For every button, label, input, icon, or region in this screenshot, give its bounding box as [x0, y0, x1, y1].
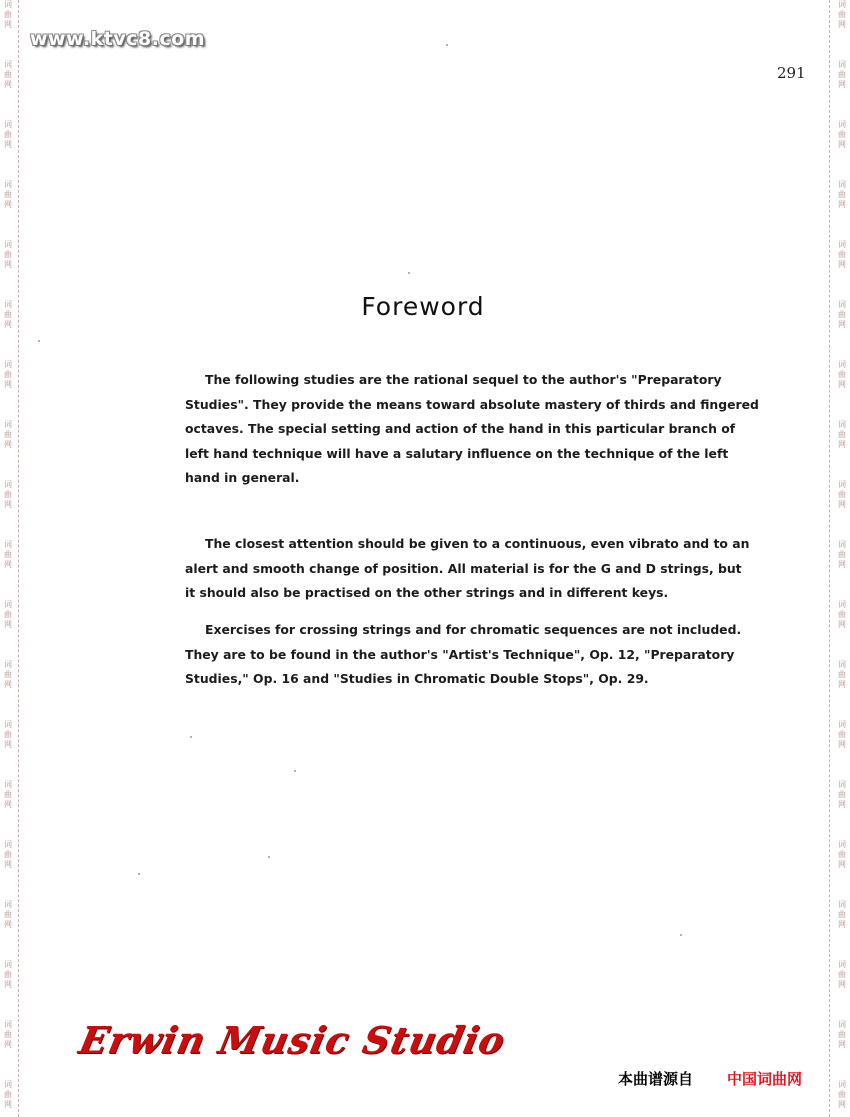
edge-watermark-glyph: 词 [838, 900, 846, 909]
edge-watermark-glyph: 曲 [838, 850, 846, 859]
edge-watermark-glyph: 曲 [838, 10, 846, 19]
edge-watermark-group [838, 480, 846, 540]
edge-watermark-glyph: 网 [4, 260, 12, 269]
edge-watermark-glyph: 曲 [4, 130, 12, 139]
edge-watermark-glyph: 曲 [4, 910, 12, 919]
edge-watermark-glyph: 词 [838, 120, 846, 129]
paragraph-line: it should also be practised on the other strings and in different keys. [185, 585, 669, 600]
edge-watermark-glyph: 网 [4, 140, 12, 149]
edge-watermark-group [838, 360, 846, 420]
edge-watermark-group [4, 1080, 12, 1117]
site-watermark-url: www.ktvc8.com [30, 28, 206, 50]
edge-watermark-glyph: 词 [838, 60, 846, 69]
left-border-rule [18, 0, 19, 1117]
edge-watermark-glyph: 网 [838, 560, 846, 569]
edge-watermark-group [838, 600, 846, 660]
edge-watermark-glyph: 网 [4, 500, 12, 509]
edge-watermark-glyph: 词 [838, 1080, 846, 1089]
edge-watermark-group [4, 240, 12, 300]
edge-watermark-group [4, 360, 12, 420]
edge-watermark-group [4, 960, 12, 1020]
edge-watermark-glyph: 词 [838, 960, 846, 969]
edge-watermark-glyph: 网 [4, 380, 12, 389]
paragraph-line: The following studies are the rational sequel to the author's "Preparatory [205, 372, 722, 387]
edge-watermark-glyph: 词 [4, 600, 12, 609]
edge-watermark-glyph: 词 [4, 60, 12, 69]
paragraph-line: alert and smooth change of position. All material is for the G and D strings, but [185, 560, 742, 576]
edge-watermark-group [4, 420, 12, 480]
edge-watermark-glyph: 词 [4, 780, 12, 789]
edge-watermark-glyph: 曲 [838, 370, 846, 379]
edge-watermark-glyph: 词 [4, 1080, 12, 1089]
edge-watermark-glyph: 曲 [838, 430, 846, 439]
edge-watermark-group [838, 840, 846, 900]
edge-watermark-glyph: 曲 [838, 790, 846, 799]
edge-watermark-group [4, 1020, 12, 1080]
edge-watermark-group [4, 780, 12, 840]
edge-watermark-glyph: 网 [4, 320, 12, 329]
edge-watermark-glyph: 词 [838, 780, 846, 789]
scan-speck [294, 770, 296, 772]
edge-watermark-glyph: 网 [838, 920, 846, 929]
edge-watermark-glyph: 词 [4, 540, 12, 549]
scan-speck [138, 873, 140, 875]
edge-watermark-glyph: 词 [838, 0, 846, 9]
edge-watermark-glyph: 词 [4, 960, 12, 969]
edge-watermark-group [838, 0, 846, 60]
edge-watermark-glyph: 网 [838, 800, 846, 809]
edge-watermark-group [838, 420, 846, 480]
edge-watermark-glyph: 曲 [4, 670, 12, 679]
edge-watermark-glyph: 词 [838, 720, 846, 729]
paragraph-line: hand in general. [185, 470, 300, 485]
edge-watermark-glyph: 词 [4, 240, 12, 249]
edge-watermark-glyph: 网 [838, 380, 846, 389]
scan-speck [190, 736, 192, 738]
edge-watermark-glyph: 词 [838, 240, 846, 249]
edge-watermark-glyph: 曲 [838, 1030, 846, 1039]
edge-watermark-glyph: 曲 [838, 610, 846, 619]
edge-watermark-glyph: 词 [838, 360, 846, 369]
edge-watermark-glyph: 曲 [4, 1030, 12, 1039]
edge-watermark-glyph: 词 [4, 900, 12, 909]
edge-watermark-glyph: 网 [838, 260, 846, 269]
edge-watermark-glyph: 曲 [838, 190, 846, 199]
scan-speck [38, 340, 40, 342]
edge-watermark-glyph: 网 [838, 80, 846, 89]
edge-watermark-glyph: 词 [4, 180, 12, 189]
edge-watermark-glyph: 网 [4, 80, 12, 89]
edge-watermark-glyph: 曲 [838, 1090, 846, 1099]
edge-watermark-glyph: 曲 [4, 970, 12, 979]
paragraph-line: left hand technique will have a salutary influence on the technique of the left [185, 445, 729, 461]
edge-watermark-glyph: 网 [838, 1040, 846, 1049]
edge-watermark-glyph: 词 [4, 1020, 12, 1029]
paragraph-line: octaves. The special setting and action of the hand in this particular branch of [185, 421, 736, 436]
paragraph-line: The closest attention should be given to a continuous, even vibrato and to an [205, 536, 750, 551]
edge-watermark-group [4, 60, 12, 120]
edge-watermark-glyph: 曲 [4, 70, 12, 79]
edge-watermark-glyph: 曲 [4, 430, 12, 439]
edge-watermark-glyph: 网 [4, 980, 12, 989]
edge-watermark-group [838, 60, 846, 120]
edge-watermark-glyph: 词 [4, 0, 12, 9]
edge-watermark-glyph: 词 [4, 420, 12, 429]
source-note: 本曲谱源自 [618, 1070, 694, 1088]
edge-watermark-group [838, 720, 846, 780]
edge-watermark-group [838, 660, 846, 720]
edge-watermark-glyph: 词 [838, 180, 846, 189]
edge-watermark-glyph: 网 [4, 560, 12, 569]
edge-watermark-glyph: 网 [4, 20, 12, 29]
edge-watermark-glyph: 词 [838, 600, 846, 609]
paragraph-line: Studies," Op. 16 and "Studies in Chromatic Double Stops", Op. 29. [185, 671, 649, 686]
edge-watermark-glyph: 词 [4, 660, 12, 669]
edge-watermark-glyph: 网 [4, 860, 12, 869]
edge-watermark-glyph: 网 [4, 920, 12, 929]
edge-watermark-glyph: 曲 [4, 850, 12, 859]
edge-watermark-glyph: 曲 [4, 550, 12, 559]
edge-watermark-glyph: 曲 [4, 790, 12, 799]
edge-watermark-glyph: 网 [4, 1100, 12, 1109]
edge-watermark-group [4, 720, 12, 780]
paragraph-line: Studies". They provide the means toward absolute mastery of thirds and fingered [185, 396, 759, 412]
edge-watermark-glyph: 网 [4, 620, 12, 629]
right-border-rule [829, 0, 830, 1117]
edge-watermark-glyph: 曲 [838, 970, 846, 979]
edge-watermark-glyph: 网 [4, 680, 12, 689]
edge-watermark-glyph: 曲 [838, 490, 846, 499]
edge-watermark-group [838, 120, 846, 180]
scan-speck [680, 934, 682, 936]
edge-watermark-group [838, 240, 846, 300]
paragraph-3 [185, 618, 742, 692]
edge-watermark-glyph: 曲 [4, 490, 12, 499]
edge-watermark-glyph: 曲 [4, 10, 12, 19]
edge-watermark-group [4, 480, 12, 540]
edge-watermark-glyph: 网 [4, 1040, 12, 1049]
paragraph-2 [185, 532, 750, 606]
edge-watermark-group [4, 660, 12, 720]
edge-watermark-glyph: 词 [838, 660, 846, 669]
edge-watermark-glyph: 词 [4, 480, 12, 489]
edge-watermark-group [838, 180, 846, 240]
edge-watermark-group [4, 900, 12, 960]
source-site-link[interactable]: 中国词曲网 [727, 1070, 803, 1088]
edge-watermark-glyph: 词 [4, 300, 12, 309]
edge-watermark-group [4, 600, 12, 660]
page-title [0, 292, 850, 321]
edge-watermark-group [4, 840, 12, 900]
scan-speck [268, 856, 270, 858]
page-title-text: Foreword [361, 292, 485, 321]
edge-watermark-glyph: 曲 [838, 70, 846, 79]
edge-watermark-glyph: 曲 [4, 1090, 12, 1099]
edge-watermark-glyph: 网 [838, 320, 846, 329]
edge-watermark-group [838, 960, 846, 1020]
edge-watermark-group [838, 780, 846, 840]
scan-speck [446, 44, 448, 46]
edge-watermark-glyph: 词 [4, 120, 12, 129]
right-edge-watermark [836, 0, 848, 1117]
edge-watermark-glyph: 曲 [4, 370, 12, 379]
edge-watermark-glyph: 网 [4, 200, 12, 209]
edge-watermark-glyph: 曲 [838, 250, 846, 259]
edge-watermark-group [4, 540, 12, 600]
edge-watermark-glyph: 曲 [4, 190, 12, 199]
edge-watermark-glyph: 曲 [838, 910, 846, 919]
edge-watermark-glyph: 网 [838, 740, 846, 749]
edge-watermark-glyph: 词 [4, 840, 12, 849]
edge-watermark-glyph: 曲 [838, 310, 846, 319]
edge-watermark-glyph: 曲 [4, 730, 12, 739]
edge-watermark-glyph: 网 [838, 620, 846, 629]
edge-watermark-group [838, 900, 846, 960]
edge-watermark-glyph: 网 [838, 1100, 846, 1109]
edge-watermark-group [838, 1080, 846, 1117]
edge-watermark-group [4, 0, 12, 60]
edge-watermark-glyph: 词 [838, 840, 846, 849]
edge-watermark-glyph: 词 [838, 420, 846, 429]
edge-watermark-group [4, 180, 12, 240]
edge-watermark-glyph: 网 [838, 680, 846, 689]
edge-watermark-glyph: 网 [838, 440, 846, 449]
edge-watermark-group [838, 1020, 846, 1080]
page-number: 291 [777, 64, 806, 82]
edge-watermark-group [838, 540, 846, 600]
edge-watermark-glyph: 曲 [838, 130, 846, 139]
edge-watermark-glyph: 网 [838, 200, 846, 209]
edge-watermark-glyph: 词 [838, 300, 846, 309]
edge-watermark-glyph: 网 [838, 20, 846, 29]
edge-watermark-glyph: 词 [838, 1020, 846, 1029]
paragraph-1 [185, 368, 759, 491]
paragraph-line: Exercises for crossing strings and for chromatic sequences are not included. [205, 622, 742, 637]
edge-watermark-glyph: 曲 [838, 550, 846, 559]
scan-speck [408, 272, 410, 274]
edge-watermark-glyph: 词 [4, 720, 12, 729]
edge-watermark-glyph: 曲 [838, 730, 846, 739]
edge-watermark-glyph: 网 [4, 740, 12, 749]
paragraph-line: They are to be found in the author's "Artist's Technique", Op. 12, "Preparatory [185, 646, 735, 662]
edge-watermark-glyph: 网 [4, 440, 12, 449]
edge-watermark-glyph: 网 [838, 140, 846, 149]
edge-watermark-glyph: 词 [838, 480, 846, 489]
left-edge-watermark [2, 0, 14, 1117]
edge-watermark-glyph: 曲 [4, 610, 12, 619]
edge-watermark-glyph: 曲 [4, 250, 12, 259]
edge-watermark-group [4, 120, 12, 180]
edge-watermark-glyph: 网 [838, 980, 846, 989]
edge-watermark-glyph: 网 [838, 860, 846, 869]
edge-watermark-glyph: 词 [4, 360, 12, 369]
edge-watermark-glyph: 曲 [4, 310, 12, 319]
studio-logo: Erwin Music Studio [75, 1018, 510, 1062]
edge-watermark-glyph: 网 [4, 800, 12, 809]
edge-watermark-glyph: 曲 [838, 670, 846, 679]
edge-watermark-glyph: 词 [838, 540, 846, 549]
edge-watermark-glyph: 网 [838, 500, 846, 509]
